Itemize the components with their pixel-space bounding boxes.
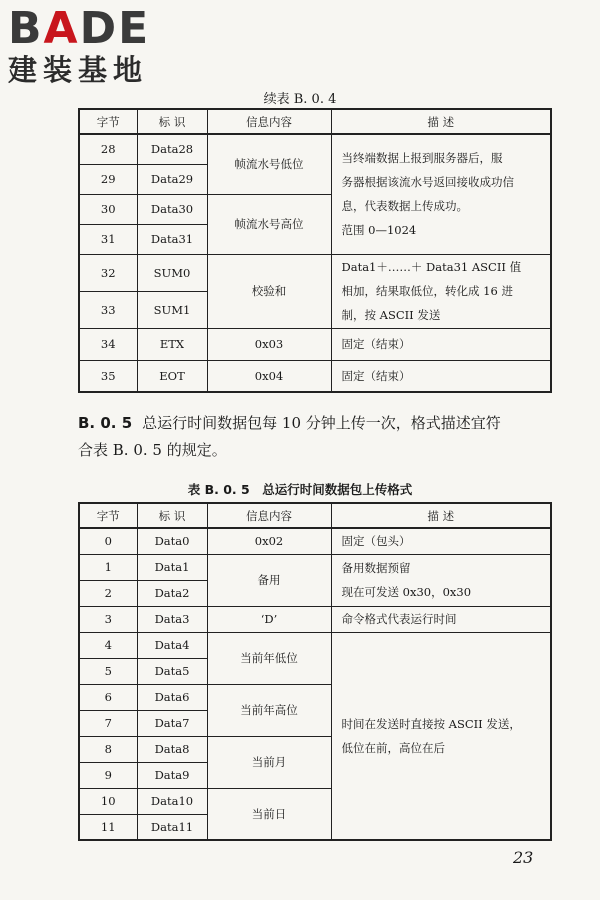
header-info: 信息内容: [207, 503, 331, 528]
table-row: [79, 554, 551, 580]
desc-cell: [331, 254, 551, 328]
info-cell: 校验和: [207, 254, 331, 328]
desc-line: 低位在前，高位在后: [341, 740, 445, 755]
desc-line: 制，按 ASCII 发送: [341, 308, 441, 322]
desc-line: 息，代表数据上传成功。: [341, 199, 468, 214]
section-b05-paragraph: [78, 410, 558, 464]
desc-cell: [331, 134, 551, 254]
byte-cell: 32: [79, 254, 137, 291]
desc-cell: [331, 632, 551, 840]
info-cell: 当前年高位: [207, 684, 331, 736]
header-id: 标 识: [137, 503, 207, 528]
table-row: [79, 360, 551, 392]
desc-line: 备用数据预留: [341, 561, 411, 575]
id-cell: Data3: [137, 606, 207, 632]
info-cell: 备用: [207, 554, 331, 606]
id-cell: Data28: [137, 134, 207, 164]
table2-caption: 表 B. 0. 5 总运行时间数据包上传格式: [187, 482, 413, 497]
section-text: 合表 B. 0. 5 的规定。: [78, 441, 227, 459]
byte-cell: 1: [79, 554, 137, 580]
id-cell: Data10: [137, 788, 207, 814]
desc-cell: 命令格式代表运行时间: [331, 606, 551, 632]
id-cell: Data4: [137, 632, 207, 658]
id-cell: Data11: [137, 814, 207, 840]
page-number: 23: [513, 848, 534, 867]
table1-caption: 续表 B. 0. 4: [263, 92, 337, 107]
byte-cell: 28: [79, 134, 137, 164]
byte-cell: 29: [79, 164, 137, 194]
id-cell: SUM1: [137, 291, 207, 328]
info-cell: 当前日: [207, 788, 331, 840]
byte-cell: 11: [79, 814, 137, 840]
logo: [8, 3, 178, 88]
byte-cell: 10: [79, 788, 137, 814]
table-row: [79, 606, 551, 632]
byte-cell: 35: [79, 360, 137, 392]
desc-cell: 固定（结束）: [331, 360, 551, 392]
id-cell: Data1: [137, 554, 207, 580]
id-cell: Data2: [137, 580, 207, 606]
id-cell: Data31: [137, 224, 207, 254]
id-cell: EOT: [137, 360, 207, 392]
id-cell: SUM0: [137, 254, 207, 291]
byte-cell: 30: [79, 194, 137, 224]
byte-cell: 6: [79, 684, 137, 710]
table-row: [79, 328, 551, 360]
desc-line: 现在可发送 0x30，0x30: [341, 585, 472, 599]
logo-subtitle: 建装基地: [8, 53, 149, 87]
id-cell: Data8: [137, 736, 207, 762]
desc-line: 时间在发送时直接按 ASCII 发送，: [341, 716, 521, 731]
byte-cell: 4: [79, 632, 137, 658]
id-cell: Data30: [137, 194, 207, 224]
table-b05: [78, 502, 552, 841]
logo-accent-letter: A: [43, 3, 80, 54]
header-info: 信息内容: [207, 109, 331, 134]
desc-line: 当终端数据上报到服务器后，服: [341, 151, 503, 166]
id-cell: Data5: [137, 658, 207, 684]
desc-cell: 固定（结束）: [331, 328, 551, 360]
desc-line: 相加，结果取低位，转化成 16 进: [341, 284, 513, 298]
info-cell: ‘D’: [207, 606, 331, 632]
byte-cell: 31: [79, 224, 137, 254]
info-cell: 帧流水号低位: [207, 134, 331, 194]
byte-cell: 34: [79, 328, 137, 360]
header-byte: 字节: [79, 503, 137, 528]
info-cell: 0x02: [207, 528, 331, 554]
table-b04-continued: [78, 108, 552, 393]
table-row: [79, 528, 551, 554]
header-id: 标 识: [137, 109, 207, 134]
id-cell: Data9: [137, 762, 207, 788]
table-row: [79, 254, 551, 291]
desc-line: 务器根据该流水号返回接收成功信: [341, 175, 514, 190]
byte-cell: 33: [79, 291, 137, 328]
desc-cell: [331, 554, 551, 606]
id-cell: Data7: [137, 710, 207, 736]
table-row: [79, 632, 551, 658]
byte-cell: 8: [79, 736, 137, 762]
header-desc: 描 述: [331, 503, 551, 528]
header-byte: 字节: [79, 109, 137, 134]
info-cell: 当前月: [207, 736, 331, 788]
desc-line: Data1＋……＋ Data31 ASCII 值: [341, 260, 522, 274]
id-cell: Data6: [137, 684, 207, 710]
byte-cell: 5: [79, 658, 137, 684]
section-number: B. 0. 5: [78, 414, 133, 432]
byte-cell: 0: [79, 528, 137, 554]
byte-cell: 3: [79, 606, 137, 632]
byte-cell: 9: [79, 762, 137, 788]
id-cell: Data29: [137, 164, 207, 194]
id-cell: Data0: [137, 528, 207, 554]
info-cell: 帧流水号高位: [207, 194, 331, 254]
info-cell: 0x04: [207, 360, 331, 392]
desc-cell: 固定（包头）: [331, 528, 551, 554]
byte-cell: 2: [79, 580, 137, 606]
header-desc: 描 述: [331, 109, 551, 134]
byte-cell: 7: [79, 710, 137, 736]
info-cell: 0x03: [207, 328, 331, 360]
section-text: 总运行时间数据包每 10 分钟上传一次，格式描述宜符: [142, 414, 501, 432]
logo-brand: BADE: [8, 3, 151, 54]
desc-line: 范围 0—1024: [341, 223, 417, 238]
table-row: [79, 134, 551, 164]
id-cell: ETX: [137, 328, 207, 360]
info-cell: 当前年低位: [207, 632, 331, 684]
